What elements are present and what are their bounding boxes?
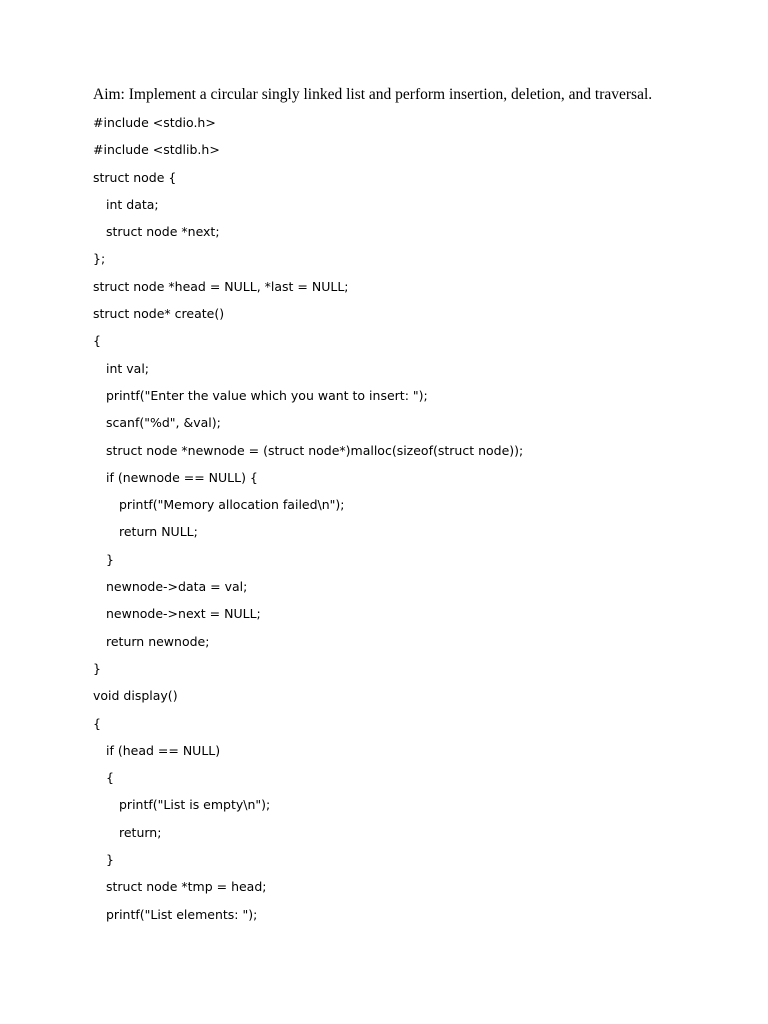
code-line: #include <stdlib.h> [93, 142, 220, 158]
code-line: #include <stdio.h> [93, 115, 216, 130]
code-line: printf("Memory allocation failed\n"); [119, 497, 345, 513]
code-line: return; [119, 824, 162, 840]
code-line: struct node* create() [93, 306, 225, 322]
code-line: printf("List elements: "); [106, 906, 258, 922]
code-line: return newnode; [106, 633, 210, 649]
code-line: struct node { [93, 169, 177, 185]
aim-heading: Aim: Implement a circular singly linked list and perform insertion, deletion, and traversal. [93, 86, 653, 103]
code-line: struct node *newnode = (struct node*)malloc(sizeof(struct node)); [106, 442, 524, 458]
code-line: struct node *head = NULL, *last = NULL; [93, 278, 349, 294]
code-line: } [93, 660, 101, 676]
code-line: int data; [106, 196, 159, 212]
code-line: } [106, 551, 114, 567]
code-line: int val; [106, 360, 150, 376]
code-line: } [106, 852, 114, 868]
code-line: }; [93, 251, 106, 267]
code-line: { [93, 715, 101, 731]
code-line: if (head == NULL) [106, 742, 221, 758]
code-line: printf("List is empty\n"); [119, 797, 271, 813]
code-line: return NULL; [119, 524, 198, 540]
code-line: newnode->data = val; [106, 579, 248, 595]
code-line: { [93, 333, 101, 349]
code-line: struct node *tmp = head; [106, 879, 267, 895]
code-line: if (newnode == NULL) { [106, 469, 258, 485]
code-line: struct node *next; [106, 224, 220, 240]
code-line: printf("Enter the value which you want to insert: "); [106, 387, 428, 403]
code-line: newnode->next = NULL; [106, 606, 261, 622]
code-line: { [106, 770, 114, 786]
code-block [93, 113, 523, 932]
code-line: scanf("%d", &val); [106, 415, 221, 431]
code-line: void display() [93, 688, 178, 704]
